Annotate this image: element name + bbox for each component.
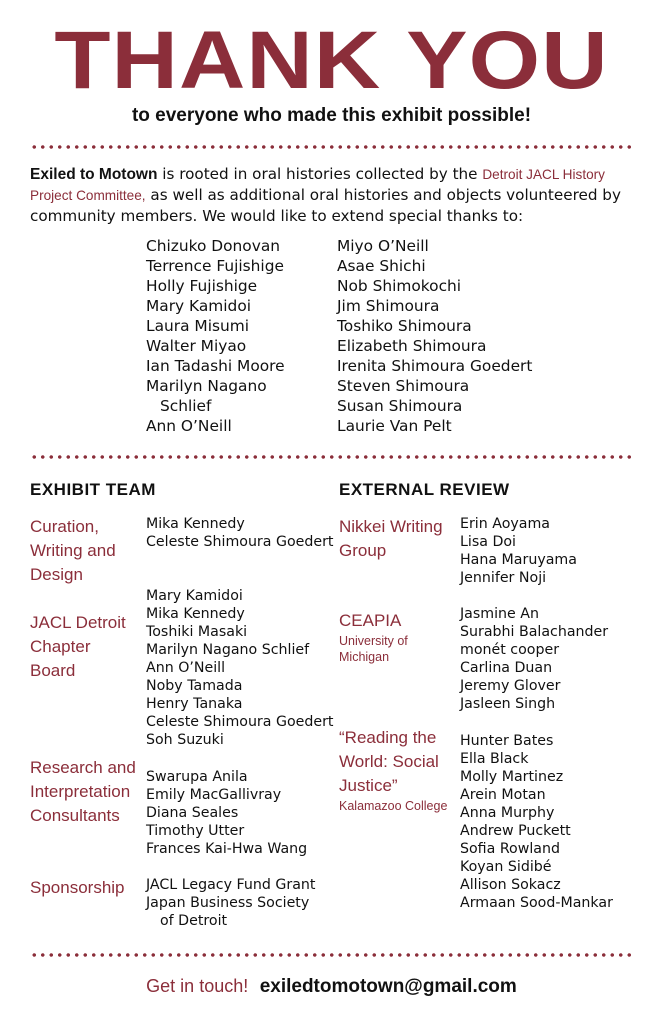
role-line: JACL Detroit (30, 613, 126, 632)
list-item: Andrew Puckett (460, 823, 571, 839)
role-sponsorship (30, 876, 140, 900)
list-item: Jeremy Glover (460, 678, 561, 694)
list-item: Laura Misumi (146, 317, 250, 335)
list-item: Koyan Sidibé (460, 859, 552, 875)
list-item: Chizuko Donovan (146, 237, 281, 255)
role-jacl-board (30, 611, 140, 683)
list-item: Erin Aoyama (460, 516, 550, 532)
list-item: Anna Murphy (460, 805, 555, 821)
list-item: Molly Martinez (460, 769, 564, 785)
role-institution: Kalamazoo College (339, 799, 448, 813)
list-item: Holly Fujishige (146, 277, 258, 295)
role-line: CEAPIA (339, 611, 402, 630)
exhibit-team-heading: EXHIBIT TEAM (30, 480, 156, 499)
list-item: Mary Kamidoi (146, 297, 252, 315)
thanks-list-left (146, 236, 285, 436)
list-item: Armaan Sood-Mankar (460, 895, 613, 911)
page-subtitle: to everyone who made this exhibit possible! (131, 105, 532, 126)
list-item: Mary Kamidoi (146, 588, 243, 604)
exhibit-name: Exiled to Motown (30, 166, 158, 183)
list-item: Mika Kennedy (146, 606, 245, 622)
members-research (146, 768, 307, 858)
list-item: Terrence Fujishige (146, 257, 284, 275)
list-item: Ann O’Neill (146, 660, 226, 676)
list-item: Jim Shimoura (337, 297, 440, 315)
list-item: Arein Motan (460, 787, 546, 803)
list-item: Jennifer Noji (460, 570, 547, 586)
list-item: Marilyn Nagano (146, 377, 267, 395)
list-item: Allison Sokacz (460, 877, 561, 893)
list-item: Elizabeth Shimoura (337, 337, 487, 355)
members-jacl-board (146, 587, 334, 749)
role-line: Justice” (339, 776, 398, 795)
list-item: Soh Suzuki (146, 732, 224, 748)
intro-text-1: is rooted in oral histories collected by the (157, 165, 483, 183)
role-line: Interpretation (30, 782, 131, 801)
role-reading-world (339, 726, 459, 814)
list-item: Carlina Duan (460, 660, 553, 676)
members-curation (146, 515, 334, 551)
list-item: Diana Seales (146, 805, 239, 821)
role-ceapia (339, 609, 459, 665)
intro-text-2: as well as additional oral histories and objects volunteered by community members. We would like to extend special thanks to: (30, 186, 621, 225)
list-item: Jasmine An (460, 606, 539, 622)
list-item: Japan Business Society (146, 895, 310, 911)
list-item: monét cooper (460, 642, 560, 658)
list-item: Irenita Shimoura Goedert (337, 357, 533, 375)
committee-name: Detroit JACL History Project Committee, (30, 167, 605, 203)
dotted-divider (30, 953, 633, 957)
dotted-divider (30, 145, 633, 149)
contact-footer (0, 974, 663, 999)
role-line: Sponsorship (30, 878, 125, 897)
thanks-list-right (337, 236, 532, 436)
role-curation (30, 515, 140, 587)
list-item: Marilyn Nagano Schlief (146, 642, 310, 658)
members-reading-world (460, 732, 613, 912)
role-line: Consultants (30, 806, 120, 825)
list-item: Nob Shimokochi (337, 277, 462, 295)
list-item: Surabhi Balachander (460, 624, 609, 640)
list-item: Walter Miyao (146, 337, 247, 355)
list-item: Toshiki Masaki (146, 624, 248, 640)
members-ceapia (460, 605, 608, 713)
list-item: Steven Shimoura (337, 377, 470, 395)
list-item: Hunter Bates (460, 733, 554, 749)
role-line: “Reading the (339, 728, 437, 747)
role-research (30, 756, 140, 828)
contact-email[interactable]: exiledtomotown@gmail.com (259, 976, 517, 997)
list-item: Noby Tamada (146, 678, 243, 694)
list-item: Ella Black (460, 751, 529, 767)
list-item: Sofia Rowland (460, 841, 560, 857)
members-nikkei (460, 515, 577, 587)
list-item: Celeste Shimoura Goedert (146, 534, 334, 550)
contact-prompt: Get in touch! (146, 976, 249, 996)
list-item: Laurie Van Pelt (337, 417, 452, 435)
role-line: Research and (30, 758, 136, 777)
list-item: Schlief (160, 397, 212, 415)
role-line: Curation, (30, 517, 99, 536)
list-item: Lisa Doi (460, 534, 516, 550)
list-item: Mika Kennedy (146, 516, 245, 532)
external-review-heading: EXTERNAL REVIEW (339, 480, 510, 499)
list-item: Miyo O’Neill (337, 237, 429, 255)
list-item: Celeste Shimoura Goedert (146, 714, 334, 730)
role-line: Chapter Board (30, 637, 91, 680)
list-item: Ann O’Neill (146, 417, 232, 435)
list-item: JACL Legacy Fund Grant (146, 877, 316, 893)
list-item: Toshiko Shimoura (337, 317, 472, 335)
list-item: Jasleen Singh (460, 696, 556, 712)
list-item: Emily MacGallivray (146, 787, 282, 803)
page-title: THANK YOU (54, 15, 609, 106)
dotted-divider (30, 455, 633, 459)
role-line: Writing and (30, 541, 116, 560)
role-line: World: Social (339, 752, 439, 771)
role-nikkei (339, 515, 449, 563)
intro-paragraph (30, 164, 636, 226)
role-line: Design (30, 565, 83, 584)
role-line: Group (339, 541, 387, 560)
list-item: of Detroit (160, 913, 228, 929)
role-institution: University of Michigan (339, 634, 408, 664)
list-item: Henry Tanaka (146, 696, 243, 712)
members-sponsorship (146, 876, 315, 930)
role-line: Nikkei Writing (339, 517, 443, 536)
list-item: Timothy Utter (146, 823, 245, 839)
list-item: Hana Maruyama (460, 552, 577, 568)
list-item: Ian Tadashi Moore (146, 357, 285, 375)
list-item: Susan Shimoura (337, 397, 463, 415)
list-item: Asae Shichi (337, 257, 426, 275)
list-item: Swarupa Anila (146, 769, 248, 785)
list-item: Frances Kai-Hwa Wang (146, 841, 308, 857)
